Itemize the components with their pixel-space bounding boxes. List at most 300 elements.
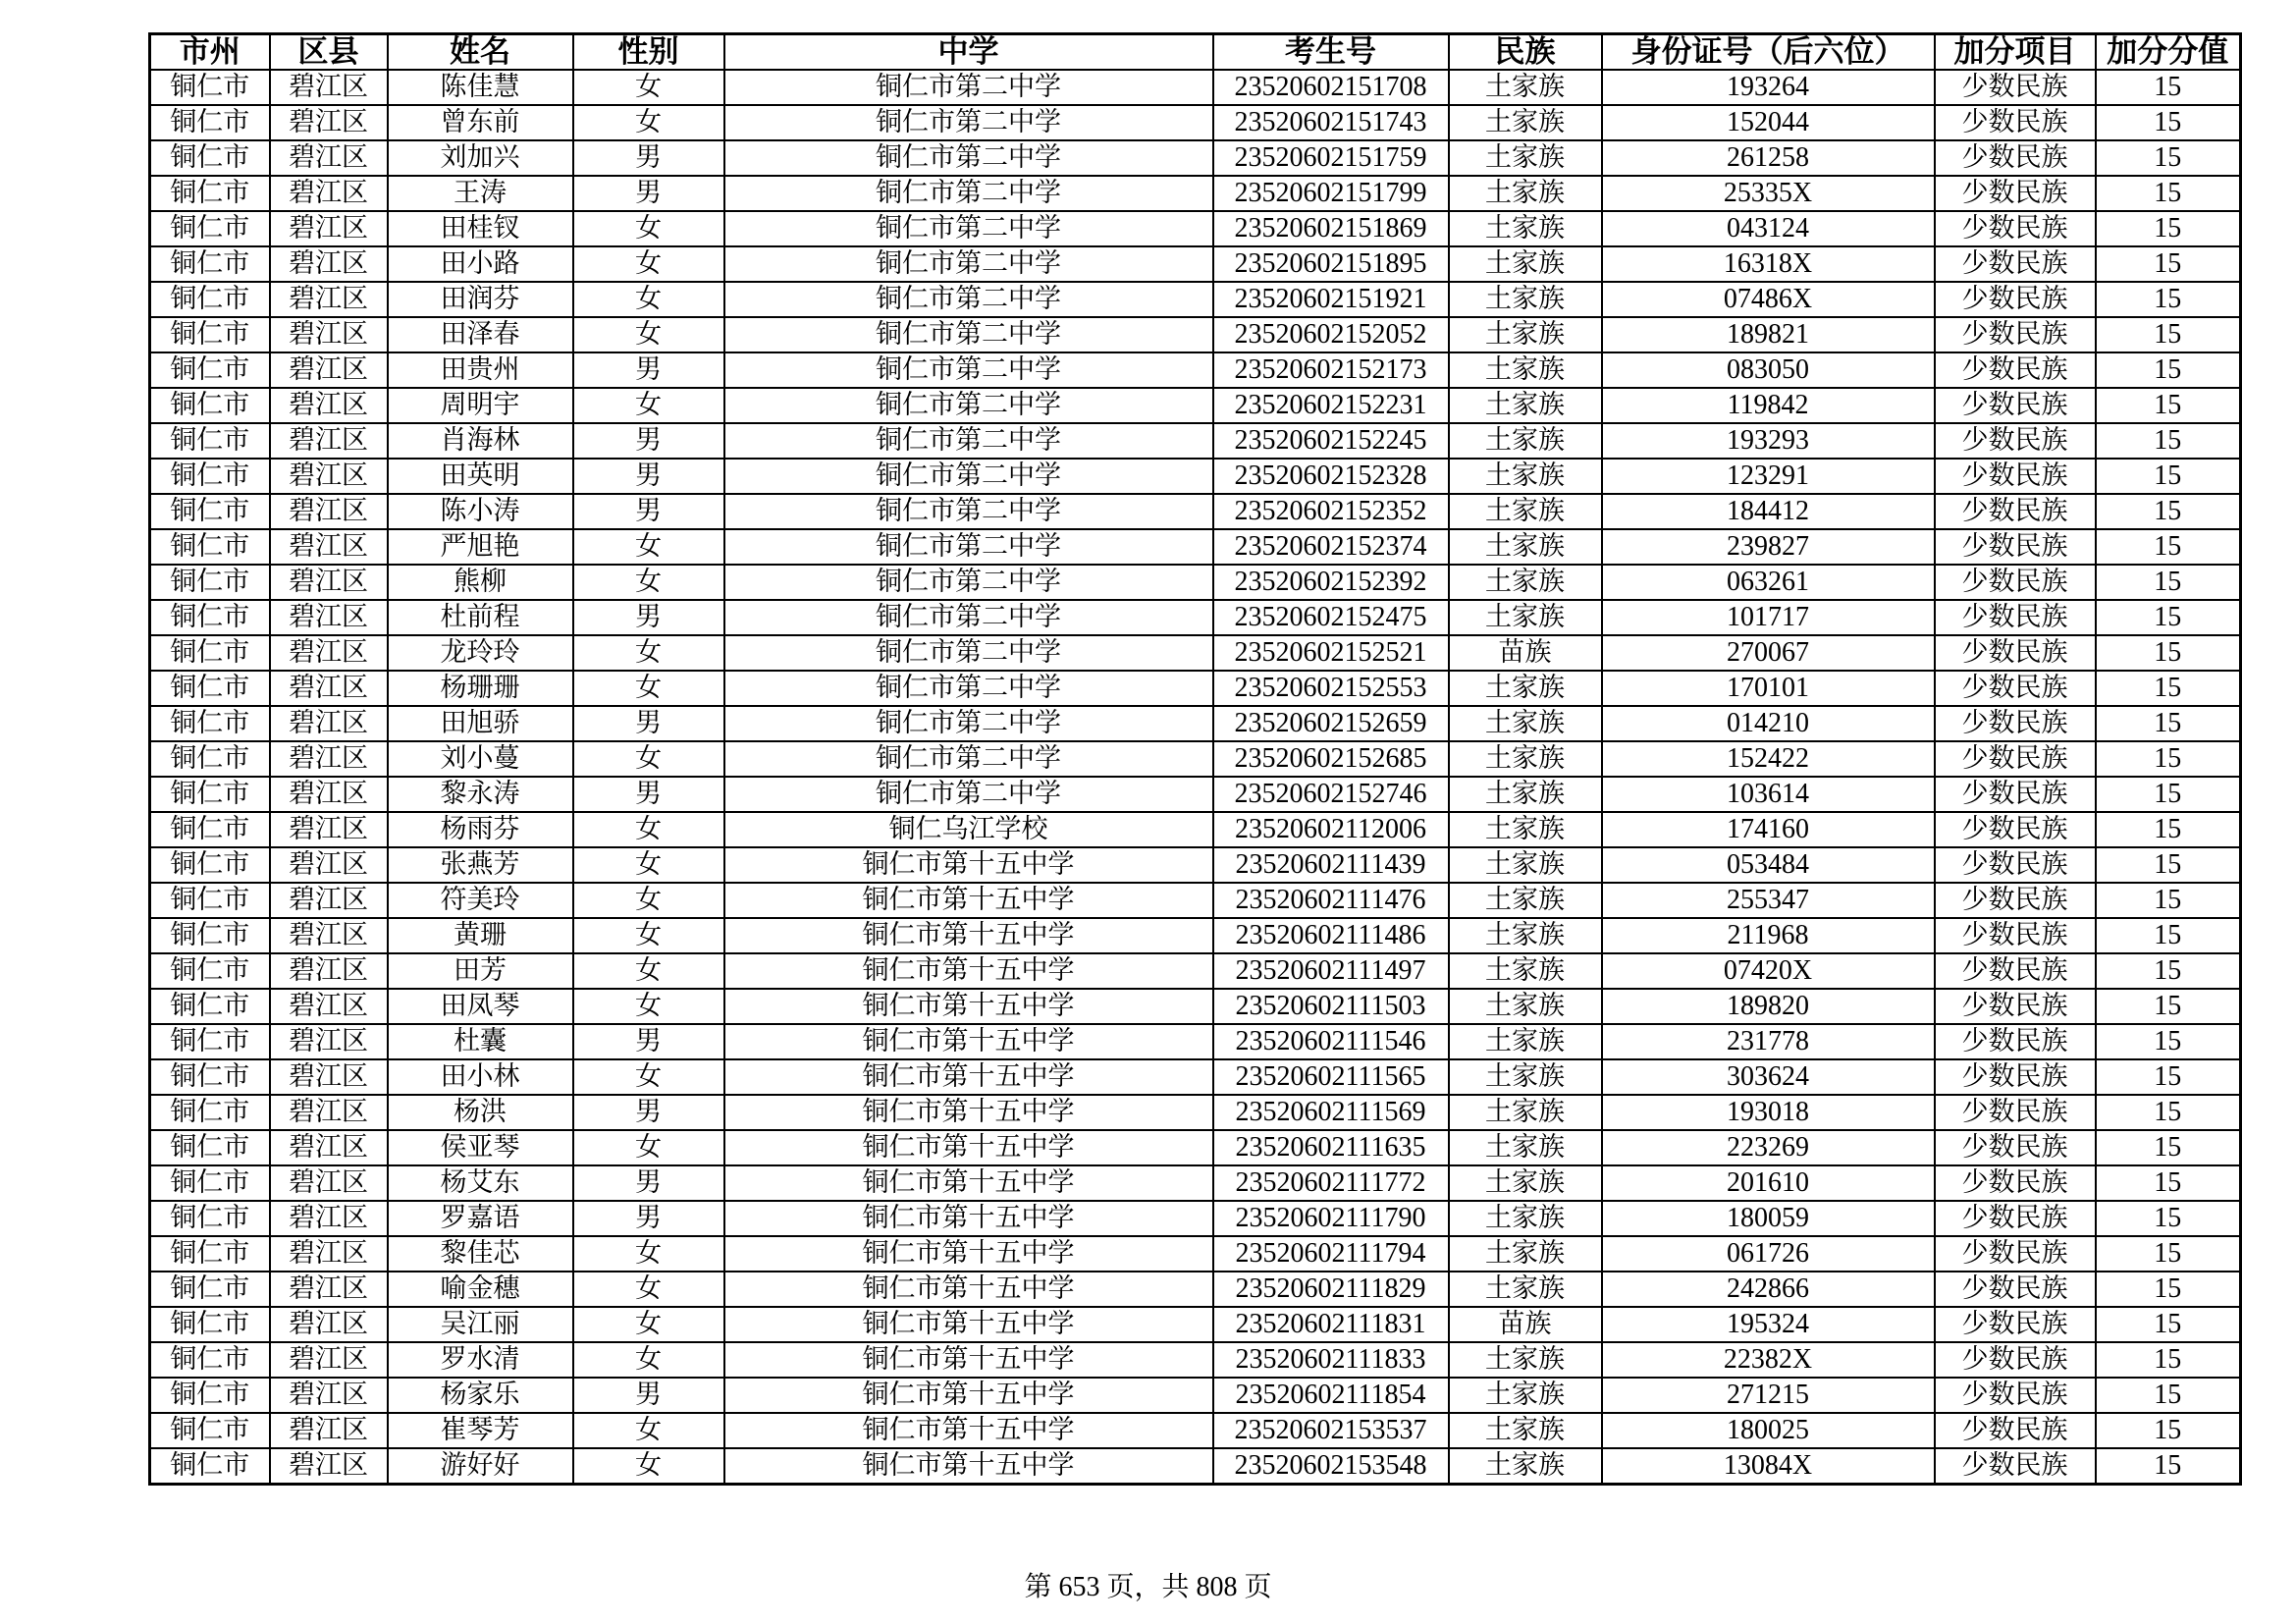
cell-gender: 女	[573, 105, 724, 140]
cell-city: 铜仁市	[150, 352, 270, 388]
cell-bonus-value: 15	[2096, 565, 2241, 600]
cell-school: 铜仁市第二中学	[724, 777, 1213, 812]
cell-district: 碧江区	[270, 635, 388, 671]
cell-city: 铜仁市	[150, 1413, 270, 1448]
cell-city: 铜仁市	[150, 1307, 270, 1342]
cell-school: 铜仁市第十五中学	[724, 1448, 1213, 1485]
cell-gender: 女	[573, 812, 724, 847]
cell-gender: 女	[573, 671, 724, 706]
cell-city: 铜仁市	[150, 1272, 270, 1307]
cell-gender: 女	[573, 883, 724, 918]
cell-city: 铜仁市	[150, 1165, 270, 1201]
cell-district: 碧江区	[270, 953, 388, 989]
cell-bonus-value: 15	[2096, 494, 2241, 529]
cell-ethnicity: 土家族	[1449, 812, 1602, 847]
cell-name: 杨艾东	[388, 1165, 573, 1201]
cell-ethnicity: 土家族	[1449, 176, 1602, 211]
cell-id-last6: 083050	[1602, 352, 1935, 388]
cell-name: 田英明	[388, 459, 573, 494]
col-header-exam-id: 考生号	[1213, 34, 1449, 71]
cell-bonus-item: 少数民族	[1935, 246, 2096, 282]
table-row	[150, 282, 2241, 317]
cell-city: 铜仁市	[150, 600, 270, 635]
cell-ethnicity: 土家族	[1449, 423, 1602, 459]
cell-bonus-item: 少数民族	[1935, 918, 2096, 953]
cell-city: 铜仁市	[150, 494, 270, 529]
cell-name: 符美玲	[388, 883, 573, 918]
cell-district: 碧江区	[270, 918, 388, 953]
cell-school: 铜仁市第二中学	[724, 494, 1213, 529]
cell-school: 铜仁市第二中学	[724, 388, 1213, 423]
cell-city: 铜仁市	[150, 706, 270, 741]
cell-bonus-item: 少数民族	[1935, 423, 2096, 459]
cell-name: 杨雨芬	[388, 812, 573, 847]
cell-exam-id: 23520602153537	[1213, 1413, 1449, 1448]
cell-bonus-item: 少数民族	[1935, 1201, 2096, 1236]
cell-district: 碧江区	[270, 494, 388, 529]
cell-bonus-item: 少数民族	[1935, 140, 2096, 176]
cell-name: 陈佳慧	[388, 70, 573, 105]
cell-ethnicity: 土家族	[1449, 671, 1602, 706]
cell-gender: 女	[573, 529, 724, 565]
cell-exam-id: 23520602111772	[1213, 1165, 1449, 1201]
cell-bonus-item: 少数民族	[1935, 847, 2096, 883]
cell-district: 碧江区	[270, 812, 388, 847]
cell-bonus-item: 少数民族	[1935, 494, 2096, 529]
cell-gender: 男	[573, 777, 724, 812]
table-row	[150, 989, 2241, 1024]
table-row	[150, 565, 2241, 600]
cell-bonus-value: 15	[2096, 105, 2241, 140]
table-row	[150, 211, 2241, 246]
cell-ethnicity: 土家族	[1449, 1448, 1602, 1485]
cell-ethnicity: 土家族	[1449, 1413, 1602, 1448]
table-row	[150, 1378, 2241, 1413]
cell-id-last6: 061726	[1602, 1236, 1935, 1272]
cell-district: 碧江区	[270, 847, 388, 883]
cell-exam-id: 23520602152475	[1213, 600, 1449, 635]
table-row	[150, 635, 2241, 671]
cell-city: 铜仁市	[150, 777, 270, 812]
table-row	[150, 1236, 2241, 1272]
cell-name: 杜前程	[388, 600, 573, 635]
cell-gender: 男	[573, 459, 724, 494]
col-header-bonus-item: 加分项目	[1935, 34, 2096, 71]
cell-id-last6: 170101	[1602, 671, 1935, 706]
cell-name: 田小路	[388, 246, 573, 282]
cell-city: 铜仁市	[150, 246, 270, 282]
cell-bonus-value: 15	[2096, 989, 2241, 1024]
cell-bonus-value: 15	[2096, 918, 2241, 953]
cell-gender: 女	[573, 1130, 724, 1165]
table-row	[150, 1448, 2241, 1485]
cell-bonus-item: 少数民族	[1935, 600, 2096, 635]
cell-bonus-value: 15	[2096, 671, 2241, 706]
cell-bonus-item: 少数民族	[1935, 1378, 2096, 1413]
cell-name: 肖海林	[388, 423, 573, 459]
cell-bonus-value: 15	[2096, 1059, 2241, 1095]
cell-city: 铜仁市	[150, 70, 270, 105]
cell-name: 喻金穗	[388, 1272, 573, 1307]
cell-name: 田小林	[388, 1059, 573, 1095]
cell-ethnicity: 土家族	[1449, 1378, 1602, 1413]
cell-school: 铜仁市第二中学	[724, 600, 1213, 635]
cell-ethnicity: 土家族	[1449, 1024, 1602, 1059]
cell-gender: 男	[573, 600, 724, 635]
cell-ethnicity: 土家族	[1449, 706, 1602, 741]
table-row	[150, 1201, 2241, 1236]
cell-gender: 男	[573, 494, 724, 529]
cell-bonus-item: 少数民族	[1935, 1236, 2096, 1272]
cell-exam-id: 23520602152659	[1213, 706, 1449, 741]
cell-id-last6: 223269	[1602, 1130, 1935, 1165]
page-number-footer: 第 653 页，共 808 页	[1024, 1572, 1272, 1602]
cell-district: 碧江区	[270, 1413, 388, 1448]
cell-ethnicity: 土家族	[1449, 953, 1602, 989]
cell-ethnicity: 土家族	[1449, 883, 1602, 918]
cell-bonus-value: 15	[2096, 388, 2241, 423]
cell-exam-id: 23520602152052	[1213, 317, 1449, 352]
cell-id-last6: 152422	[1602, 741, 1935, 777]
cell-district: 碧江区	[270, 1236, 388, 1272]
cell-exam-id: 23520602152392	[1213, 565, 1449, 600]
cell-bonus-value: 15	[2096, 70, 2241, 105]
cell-city: 铜仁市	[150, 176, 270, 211]
cell-id-last6: 063261	[1602, 565, 1935, 600]
cell-bonus-value: 15	[2096, 741, 2241, 777]
cell-ethnicity: 土家族	[1449, 70, 1602, 105]
cell-id-last6: 043124	[1602, 211, 1935, 246]
cell-school: 铜仁市第二中学	[724, 706, 1213, 741]
cell-gender: 女	[573, 70, 724, 105]
cell-exam-id: 23520602151895	[1213, 246, 1449, 282]
cell-id-last6: 239827	[1602, 529, 1935, 565]
table-row	[150, 706, 2241, 741]
cell-name: 严旭艳	[388, 529, 573, 565]
cell-district: 碧江区	[270, 565, 388, 600]
table-row	[150, 423, 2241, 459]
cell-name: 田桂钗	[388, 211, 573, 246]
cell-ethnicity: 土家族	[1449, 211, 1602, 246]
cell-id-last6: 255347	[1602, 883, 1935, 918]
cell-district: 碧江区	[270, 1448, 388, 1485]
cell-name: 杨洪	[388, 1095, 573, 1130]
cell-bonus-item: 少数民族	[1935, 565, 2096, 600]
cell-ethnicity: 土家族	[1449, 777, 1602, 812]
cell-gender: 女	[573, 953, 724, 989]
col-header-name: 姓名	[388, 34, 573, 71]
cell-ethnicity: 土家族	[1449, 989, 1602, 1024]
cell-district: 碧江区	[270, 1378, 388, 1413]
cell-ethnicity: 土家族	[1449, 352, 1602, 388]
cell-id-last6: 189820	[1602, 989, 1935, 1024]
cell-exam-id: 23520602152521	[1213, 635, 1449, 671]
cell-school: 铜仁市第二中学	[724, 671, 1213, 706]
cell-ethnicity: 土家族	[1449, 847, 1602, 883]
cell-bonus-item: 少数民族	[1935, 812, 2096, 847]
cell-exam-id: 23520602151759	[1213, 140, 1449, 176]
cell-ethnicity: 土家族	[1449, 459, 1602, 494]
cell-id-last6: 07486X	[1602, 282, 1935, 317]
bonus-points-table	[148, 32, 2242, 1486]
cell-gender: 女	[573, 741, 724, 777]
cell-ethnicity: 土家族	[1449, 388, 1602, 423]
cell-exam-id: 23520602111569	[1213, 1095, 1449, 1130]
cell-gender: 男	[573, 1024, 724, 1059]
cell-name: 罗水清	[388, 1342, 573, 1378]
cell-id-last6: 270067	[1602, 635, 1935, 671]
cell-name: 崔琴芳	[388, 1413, 573, 1448]
cell-school: 铜仁乌江学校	[724, 812, 1213, 847]
cell-exam-id: 23520602112006	[1213, 812, 1449, 847]
cell-school: 铜仁市第十五中学	[724, 883, 1213, 918]
cell-bonus-value: 15	[2096, 1378, 2241, 1413]
table-row	[150, 671, 2241, 706]
cell-ethnicity: 土家族	[1449, 1272, 1602, 1307]
cell-id-last6: 180059	[1602, 1201, 1935, 1236]
cell-bonus-value: 15	[2096, 352, 2241, 388]
col-header-id-last6: 身份证号（后六位）	[1602, 34, 1935, 71]
col-header-city: 市州	[150, 34, 270, 71]
cell-school: 铜仁市第十五中学	[724, 1236, 1213, 1272]
cell-exam-id: 23520602153548	[1213, 1448, 1449, 1485]
table-row	[150, 105, 2241, 140]
cell-name: 曾东前	[388, 105, 573, 140]
cell-district: 碧江区	[270, 246, 388, 282]
cell-id-last6: 103614	[1602, 777, 1935, 812]
cell-gender: 男	[573, 176, 724, 211]
cell-bonus-value: 15	[2096, 812, 2241, 847]
cell-district: 碧江区	[270, 459, 388, 494]
cell-city: 铜仁市	[150, 1095, 270, 1130]
cell-id-last6: 211968	[1602, 918, 1935, 953]
cell-name: 吴江丽	[388, 1307, 573, 1342]
cell-ethnicity: 土家族	[1449, 529, 1602, 565]
cell-school: 铜仁市第十五中学	[724, 1272, 1213, 1307]
cell-ethnicity: 土家族	[1449, 741, 1602, 777]
cell-id-last6: 25335X	[1602, 176, 1935, 211]
cell-exam-id: 23520602151743	[1213, 105, 1449, 140]
cell-exam-id: 23520602152685	[1213, 741, 1449, 777]
table-row	[150, 1307, 2241, 1342]
cell-bonus-item: 少数民族	[1935, 883, 2096, 918]
cell-school: 铜仁市第二中学	[724, 70, 1213, 105]
cell-ethnicity: 苗族	[1449, 1307, 1602, 1342]
cell-bonus-value: 15	[2096, 953, 2241, 989]
cell-name: 田旭骄	[388, 706, 573, 741]
cell-bonus-item: 少数民族	[1935, 989, 2096, 1024]
cell-school: 铜仁市第二中学	[724, 211, 1213, 246]
cell-name: 陈小涛	[388, 494, 573, 529]
cell-bonus-item: 少数民族	[1935, 352, 2096, 388]
table-row	[150, 1130, 2241, 1165]
cell-district: 碧江区	[270, 706, 388, 741]
cell-exam-id: 23520602111829	[1213, 1272, 1449, 1307]
cell-bonus-value: 15	[2096, 1307, 2241, 1342]
cell-bonus-item: 少数民族	[1935, 459, 2096, 494]
cell-bonus-value: 15	[2096, 1236, 2241, 1272]
cell-id-last6: 193264	[1602, 70, 1935, 105]
cell-bonus-value: 15	[2096, 1413, 2241, 1448]
cell-city: 铜仁市	[150, 459, 270, 494]
cell-exam-id: 23520602111831	[1213, 1307, 1449, 1342]
cell-exam-id: 23520602111497	[1213, 953, 1449, 989]
table-row	[150, 1024, 2241, 1059]
cell-exam-id: 23520602111854	[1213, 1378, 1449, 1413]
cell-gender: 女	[573, 388, 724, 423]
table-row	[150, 741, 2241, 777]
table-row	[150, 529, 2241, 565]
cell-district: 碧江区	[270, 1307, 388, 1342]
cell-ethnicity: 土家族	[1449, 1236, 1602, 1272]
cell-school: 铜仁市第二中学	[724, 565, 1213, 600]
cell-exam-id: 23520602151708	[1213, 70, 1449, 105]
cell-bonus-value: 15	[2096, 1342, 2241, 1378]
cell-bonus-value: 15	[2096, 459, 2241, 494]
cell-school: 铜仁市第十五中学	[724, 1413, 1213, 1448]
cell-name: 黎永涛	[388, 777, 573, 812]
cell-district: 碧江区	[270, 352, 388, 388]
cell-school: 铜仁市第二中学	[724, 282, 1213, 317]
cell-name: 杨珊珊	[388, 671, 573, 706]
cell-bonus-value: 15	[2096, 423, 2241, 459]
cell-district: 碧江区	[270, 600, 388, 635]
cell-ethnicity: 土家族	[1449, 1130, 1602, 1165]
table-row	[150, 883, 2241, 918]
cell-school: 铜仁市第十五中学	[724, 1095, 1213, 1130]
cell-bonus-value: 15	[2096, 529, 2241, 565]
table-row	[150, 1272, 2241, 1307]
cell-bonus-item: 少数民族	[1935, 671, 2096, 706]
cell-ethnicity: 土家族	[1449, 1165, 1602, 1201]
cell-city: 铜仁市	[150, 105, 270, 140]
cell-district: 碧江区	[270, 1024, 388, 1059]
cell-bonus-value: 15	[2096, 317, 2241, 352]
cell-city: 铜仁市	[150, 918, 270, 953]
cell-city: 铜仁市	[150, 953, 270, 989]
cell-city: 铜仁市	[150, 989, 270, 1024]
cell-district: 碧江区	[270, 989, 388, 1024]
cell-name: 田润芬	[388, 282, 573, 317]
cell-bonus-value: 15	[2096, 211, 2241, 246]
cell-gender: 女	[573, 211, 724, 246]
cell-city: 铜仁市	[150, 671, 270, 706]
cell-gender: 男	[573, 1201, 724, 1236]
cell-exam-id: 23520602152352	[1213, 494, 1449, 529]
cell-exam-id: 23520602152231	[1213, 388, 1449, 423]
cell-gender: 女	[573, 246, 724, 282]
cell-ethnicity: 土家族	[1449, 105, 1602, 140]
cell-ethnicity: 土家族	[1449, 1342, 1602, 1378]
cell-bonus-value: 15	[2096, 1095, 2241, 1130]
cell-name: 杨家乐	[388, 1378, 573, 1413]
table-row	[150, 140, 2241, 176]
cell-school: 铜仁市第十五中学	[724, 918, 1213, 953]
cell-gender: 女	[573, 565, 724, 600]
cell-gender: 女	[573, 1236, 724, 1272]
cell-bonus-value: 15	[2096, 706, 2241, 741]
cell-district: 碧江区	[270, 1059, 388, 1095]
cell-exam-id: 23520602111439	[1213, 847, 1449, 883]
cell-city: 铜仁市	[150, 388, 270, 423]
cell-name: 田泽春	[388, 317, 573, 352]
cell-city: 铜仁市	[150, 211, 270, 246]
cell-school: 铜仁市第十五中学	[724, 953, 1213, 989]
cell-district: 碧江区	[270, 741, 388, 777]
cell-name: 田凤琴	[388, 989, 573, 1024]
cell-city: 铜仁市	[150, 1059, 270, 1095]
cell-gender: 女	[573, 635, 724, 671]
cell-exam-id: 23520602152746	[1213, 777, 1449, 812]
cell-gender: 女	[573, 1307, 724, 1342]
cell-school: 铜仁市第十五中学	[724, 1130, 1213, 1165]
table-row	[150, 388, 2241, 423]
col-header-ethnicity: 民族	[1449, 34, 1602, 71]
cell-city: 铜仁市	[150, 883, 270, 918]
cell-bonus-value: 15	[2096, 1165, 2241, 1201]
cell-gender: 女	[573, 282, 724, 317]
cell-school: 铜仁市第十五中学	[724, 1307, 1213, 1342]
col-header-gender: 性别	[573, 34, 724, 71]
cell-bonus-item: 少数民族	[1935, 105, 2096, 140]
cell-name: 田贵州	[388, 352, 573, 388]
cell-gender: 女	[573, 1272, 724, 1307]
cell-id-last6: 189821	[1602, 317, 1935, 352]
cell-gender: 女	[573, 1413, 724, 1448]
table-row	[150, 317, 2241, 352]
cell-exam-id: 23520602111546	[1213, 1024, 1449, 1059]
cell-exam-id: 23520602152374	[1213, 529, 1449, 565]
cell-exam-id: 23520602111833	[1213, 1342, 1449, 1378]
cell-name: 侯亚琴	[388, 1130, 573, 1165]
cell-id-last6: 152044	[1602, 105, 1935, 140]
cell-bonus-value: 15	[2096, 176, 2241, 211]
cell-city: 铜仁市	[150, 140, 270, 176]
cell-bonus-item: 少数民族	[1935, 1130, 2096, 1165]
cell-exam-id: 23520602111565	[1213, 1059, 1449, 1095]
cell-id-last6: 16318X	[1602, 246, 1935, 282]
cell-id-last6: 271215	[1602, 1378, 1935, 1413]
cell-city: 铜仁市	[150, 1342, 270, 1378]
cell-bonus-item: 少数民族	[1935, 777, 2096, 812]
cell-exam-id: 23520602111794	[1213, 1236, 1449, 1272]
cell-city: 铜仁市	[150, 1130, 270, 1165]
cell-district: 碧江区	[270, 883, 388, 918]
cell-ethnicity: 土家族	[1449, 565, 1602, 600]
cell-ethnicity: 土家族	[1449, 282, 1602, 317]
table-row	[150, 246, 2241, 282]
table-row	[150, 176, 2241, 211]
cell-district: 碧江区	[270, 1165, 388, 1201]
cell-bonus-item: 少数民族	[1935, 635, 2096, 671]
cell-ethnicity: 土家族	[1449, 918, 1602, 953]
cell-name: 王涛	[388, 176, 573, 211]
cell-school: 铜仁市第十五中学	[724, 1059, 1213, 1095]
cell-city: 铜仁市	[150, 1024, 270, 1059]
col-header-district: 区县	[270, 34, 388, 71]
cell-exam-id: 23520602111503	[1213, 989, 1449, 1024]
cell-city: 铜仁市	[150, 529, 270, 565]
cell-id-last6: 13084X	[1602, 1448, 1935, 1485]
cell-district: 碧江区	[270, 282, 388, 317]
cell-exam-id: 23520602151869	[1213, 211, 1449, 246]
cell-exam-id: 23520602111790	[1213, 1201, 1449, 1236]
table-row	[150, 494, 2241, 529]
cell-bonus-item: 少数民族	[1935, 1165, 2096, 1201]
cell-school: 铜仁市第二中学	[724, 741, 1213, 777]
cell-exam-id: 23520602111635	[1213, 1130, 1449, 1165]
cell-id-last6: 119842	[1602, 388, 1935, 423]
